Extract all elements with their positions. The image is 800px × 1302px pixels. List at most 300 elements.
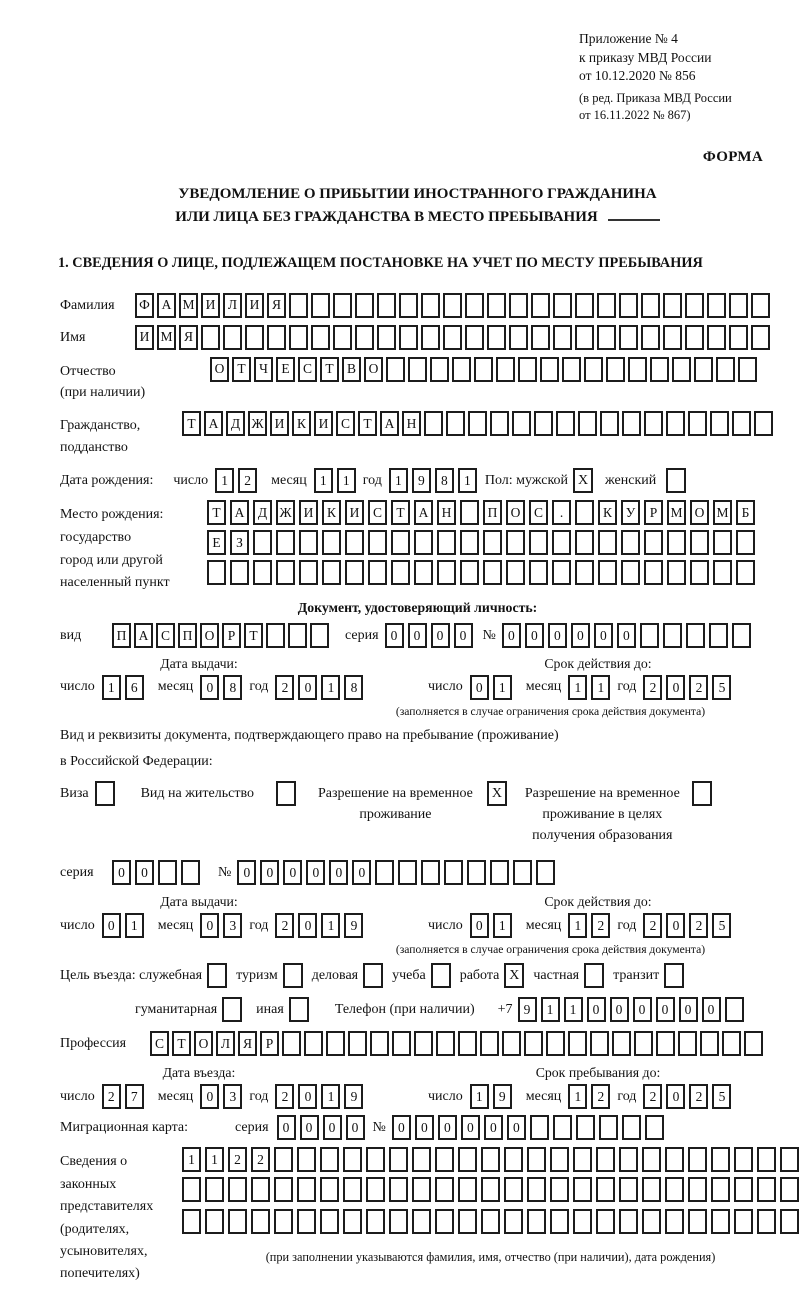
form-cell[interactable] [598, 560, 617, 585]
form-cell[interactable] [688, 1209, 707, 1234]
form-cell[interactable]: 2 [643, 913, 662, 938]
form-cell[interactable]: 0 [385, 623, 404, 648]
form-cell[interactable]: П [112, 623, 131, 648]
form-cell[interactable]: М [179, 293, 198, 318]
form-cell[interactable] [421, 325, 440, 350]
form-cell[interactable]: Е [207, 530, 226, 555]
form-cell[interactable] [480, 1031, 499, 1056]
form-cell[interactable] [322, 560, 341, 585]
form-cell[interactable] [619, 293, 638, 318]
form-cell[interactable] [386, 357, 405, 382]
form-cell[interactable] [251, 1177, 270, 1202]
form-cell[interactable] [506, 560, 525, 585]
form-cell[interactable]: Р [260, 1031, 279, 1056]
purpose-tourism-checkbox[interactable] [283, 963, 303, 988]
form-cell[interactable]: А [134, 623, 153, 648]
form-cell[interactable] [754, 411, 773, 436]
form-cell[interactable]: С [368, 500, 387, 525]
form-cell[interactable]: О [200, 623, 219, 648]
form-cell[interactable] [181, 860, 200, 885]
form-cell[interactable] [690, 530, 709, 555]
form-cell[interactable] [288, 623, 307, 648]
form-cell[interactable]: Н [437, 500, 456, 525]
form-cell[interactable] [412, 1209, 431, 1234]
form-cell[interactable] [443, 325, 462, 350]
form-cell[interactable] [780, 1209, 799, 1234]
form-cell[interactable] [158, 860, 177, 885]
form-cell[interactable] [590, 1031, 609, 1056]
form-cell[interactable]: 0 [283, 860, 302, 885]
form-cell[interactable] [641, 325, 660, 350]
form-cell[interactable] [667, 560, 686, 585]
form-cell[interactable]: О [210, 357, 229, 382]
form-cell[interactable] [506, 530, 525, 555]
form-cell[interactable] [707, 293, 726, 318]
form-cell[interactable]: 0 [200, 913, 219, 938]
form-cell[interactable] [550, 1209, 569, 1234]
form-cell[interactable]: 2 [591, 1084, 610, 1109]
form-cell[interactable] [656, 1031, 675, 1056]
form-cell[interactable] [274, 1209, 293, 1234]
form-cell[interactable] [667, 530, 686, 555]
form-cell[interactable] [253, 560, 272, 585]
form-cell[interactable]: Р [644, 500, 663, 525]
form-cell[interactable] [531, 325, 550, 350]
form-cell[interactable]: 2 [591, 913, 610, 938]
form-cell[interactable]: Я [267, 293, 286, 318]
form-cell[interactable]: 0 [470, 675, 489, 700]
form-cell[interactable] [228, 1209, 247, 1234]
form-cell[interactable] [640, 623, 659, 648]
form-cell[interactable]: 1 [458, 468, 477, 493]
form-cell[interactable]: Я [238, 1031, 257, 1056]
form-cell[interactable]: Т [358, 411, 377, 436]
form-cell[interactable]: С [156, 623, 175, 648]
form-cell[interactable] [490, 411, 509, 436]
form-cell[interactable] [711, 1177, 730, 1202]
form-cell[interactable] [529, 530, 548, 555]
form-cell[interactable] [711, 1147, 730, 1172]
form-cell[interactable] [504, 1147, 523, 1172]
form-cell[interactable] [446, 411, 465, 436]
form-cell[interactable] [678, 1031, 697, 1056]
form-cell[interactable] [467, 860, 486, 885]
form-cell[interactable]: 8 [344, 675, 363, 700]
form-cell[interactable]: 0 [298, 913, 317, 938]
form-cell[interactable] [460, 500, 479, 525]
form-cell[interactable] [474, 357, 493, 382]
form-cell[interactable] [716, 357, 735, 382]
form-cell[interactable] [276, 560, 295, 585]
form-cell[interactable]: 1 [568, 1084, 587, 1109]
form-cell[interactable]: О [690, 500, 709, 525]
form-cell[interactable] [504, 1177, 523, 1202]
form-cell[interactable]: С [336, 411, 355, 436]
form-cell[interactable] [366, 1147, 385, 1172]
form-cell[interactable] [650, 357, 669, 382]
form-cell[interactable]: 0 [102, 913, 121, 938]
form-cell[interactable]: Т [182, 411, 201, 436]
form-cell[interactable] [343, 1209, 362, 1234]
form-cell[interactable] [550, 1147, 569, 1172]
form-cell[interactable] [412, 1177, 431, 1202]
form-cell[interactable]: 0 [135, 860, 154, 885]
form-cell[interactable]: С [529, 500, 548, 525]
form-cell[interactable] [444, 860, 463, 885]
form-cell[interactable] [553, 293, 572, 318]
form-cell[interactable] [205, 1209, 224, 1234]
form-cell[interactable] [414, 1031, 433, 1056]
form-cell[interactable] [531, 293, 550, 318]
form-cell[interactable] [700, 1031, 719, 1056]
form-cell[interactable]: 2 [238, 468, 257, 493]
form-cell[interactable] [245, 325, 264, 350]
form-cell[interactable] [375, 860, 394, 885]
form-cell[interactable]: 0 [702, 997, 721, 1022]
form-cell[interactable] [553, 325, 572, 350]
residence-permit-checkbox[interactable] [276, 781, 296, 806]
form-cell[interactable]: О [194, 1031, 213, 1056]
form-cell[interactable]: 1 [568, 913, 587, 938]
form-cell[interactable] [663, 325, 682, 350]
form-cell[interactable]: 8 [223, 675, 242, 700]
form-cell[interactable] [389, 1147, 408, 1172]
form-cell[interactable]: 0 [408, 623, 427, 648]
form-cell[interactable] [201, 325, 220, 350]
form-cell[interactable] [276, 530, 295, 555]
form-cell[interactable] [398, 860, 417, 885]
form-cell[interactable] [355, 325, 374, 350]
form-cell[interactable]: 0 [323, 1115, 342, 1140]
form-cell[interactable] [487, 325, 506, 350]
form-cell[interactable]: М [667, 500, 686, 525]
form-cell[interactable] [366, 1209, 385, 1234]
form-cell[interactable] [289, 293, 308, 318]
form-cell[interactable]: И [201, 293, 220, 318]
form-cell[interactable]: 2 [251, 1147, 270, 1172]
form-cell[interactable] [732, 623, 751, 648]
form-cell[interactable] [619, 1177, 638, 1202]
form-cell[interactable] [266, 623, 285, 648]
form-cell[interactable]: 5 [712, 913, 731, 938]
form-cell[interactable] [688, 411, 707, 436]
form-cell[interactable] [458, 1177, 477, 1202]
form-cell[interactable] [304, 1031, 323, 1056]
form-cell[interactable] [311, 325, 330, 350]
form-cell[interactable] [490, 860, 509, 885]
form-cell[interactable] [223, 325, 242, 350]
form-cell[interactable] [663, 623, 682, 648]
form-cell[interactable]: Ф [135, 293, 154, 318]
form-cell[interactable] [297, 1177, 316, 1202]
form-cell[interactable] [389, 1209, 408, 1234]
form-cell[interactable] [540, 357, 559, 382]
form-cell[interactable] [621, 530, 640, 555]
form-cell[interactable] [573, 1177, 592, 1202]
form-cell[interactable] [534, 411, 553, 436]
form-cell[interactable]: А [204, 411, 223, 436]
form-cell[interactable] [622, 1115, 641, 1140]
form-cell[interactable] [621, 560, 640, 585]
form-cell[interactable]: 2 [689, 675, 708, 700]
form-cell[interactable] [205, 1177, 224, 1202]
form-cell[interactable] [573, 1209, 592, 1234]
form-cell[interactable] [182, 1177, 201, 1202]
form-cell[interactable] [598, 530, 617, 555]
form-cell[interactable]: Т [244, 623, 263, 648]
form-cell[interactable]: 1 [591, 675, 610, 700]
form-cell[interactable] [355, 293, 374, 318]
form-cell[interactable]: Е [276, 357, 295, 382]
form-cell[interactable] [512, 411, 531, 436]
form-cell[interactable]: 0 [666, 1084, 685, 1109]
form-cell[interactable]: М [157, 325, 176, 350]
form-cell[interactable] [345, 530, 364, 555]
form-cell[interactable]: Т [320, 357, 339, 382]
form-cell[interactable] [644, 411, 663, 436]
form-cell[interactable] [483, 530, 502, 555]
form-cell[interactable] [435, 1209, 454, 1234]
form-cell[interactable]: 0 [454, 623, 473, 648]
form-cell[interactable] [399, 293, 418, 318]
form-cell[interactable] [437, 560, 456, 585]
form-cell[interactable] [556, 411, 575, 436]
form-cell[interactable] [481, 1177, 500, 1202]
form-cell[interactable] [297, 1209, 316, 1234]
form-cell[interactable] [527, 1147, 546, 1172]
form-cell[interactable] [578, 411, 597, 436]
form-cell[interactable] [460, 530, 479, 555]
form-cell[interactable] [289, 325, 308, 350]
form-cell[interactable] [366, 1177, 385, 1202]
form-cell[interactable] [207, 560, 226, 585]
form-cell[interactable] [320, 1147, 339, 1172]
form-cell[interactable]: 0 [594, 623, 613, 648]
form-cell[interactable] [780, 1177, 799, 1202]
form-cell[interactable]: 0 [200, 1084, 219, 1109]
form-cell[interactable] [606, 357, 625, 382]
form-cell[interactable]: А [414, 500, 433, 525]
form-cell[interactable] [424, 411, 443, 436]
form-cell[interactable] [251, 1209, 270, 1234]
form-cell[interactable] [576, 1115, 595, 1140]
form-cell[interactable] [458, 1209, 477, 1234]
form-cell[interactable]: 1 [102, 675, 121, 700]
form-cell[interactable] [729, 325, 748, 350]
form-cell[interactable]: Н [402, 411, 421, 436]
form-cell[interactable]: 0 [346, 1115, 365, 1140]
form-cell[interactable] [391, 560, 410, 585]
form-cell[interactable] [552, 530, 571, 555]
form-cell[interactable] [421, 293, 440, 318]
form-cell[interactable] [452, 357, 471, 382]
form-cell[interactable]: А [380, 411, 399, 436]
form-cell[interactable] [744, 1031, 763, 1056]
form-cell[interactable] [686, 623, 705, 648]
form-cell[interactable] [414, 530, 433, 555]
form-cell[interactable] [399, 325, 418, 350]
form-cell[interactable] [665, 1209, 684, 1234]
form-cell[interactable] [458, 1031, 477, 1056]
form-cell[interactable] [599, 1115, 618, 1140]
form-cell[interactable] [757, 1147, 776, 1172]
form-cell[interactable]: И [314, 411, 333, 436]
form-cell[interactable] [644, 560, 663, 585]
form-cell[interactable]: 9 [518, 997, 537, 1022]
form-cell[interactable]: 2 [689, 913, 708, 938]
form-cell[interactable]: У [621, 500, 640, 525]
form-cell[interactable]: 2 [643, 1084, 662, 1109]
form-cell[interactable] [596, 1209, 615, 1234]
form-cell[interactable] [460, 560, 479, 585]
purpose-work-checkbox[interactable]: X [504, 963, 524, 988]
form-cell[interactable] [333, 325, 352, 350]
temp-residence-checkbox[interactable]: X [487, 781, 507, 806]
form-cell[interactable]: 9 [493, 1084, 512, 1109]
form-cell[interactable]: 2 [275, 913, 294, 938]
form-cell[interactable]: 2 [102, 1084, 121, 1109]
form-cell[interactable] [619, 1147, 638, 1172]
form-cell[interactable]: 0 [329, 860, 348, 885]
form-cell[interactable]: И [245, 293, 264, 318]
visa-checkbox[interactable] [95, 781, 115, 806]
form-cell[interactable] [688, 1147, 707, 1172]
form-cell[interactable]: 0 [277, 1115, 296, 1140]
sex-male-checkbox[interactable]: X [573, 468, 593, 493]
form-cell[interactable] [377, 293, 396, 318]
form-cell[interactable] [562, 357, 581, 382]
form-cell[interactable] [435, 1177, 454, 1202]
form-cell[interactable]: 8 [435, 468, 454, 493]
form-cell[interactable] [343, 1177, 362, 1202]
form-cell[interactable] [751, 325, 770, 350]
form-cell[interactable]: 1 [541, 997, 560, 1022]
form-cell[interactable] [230, 560, 249, 585]
form-cell[interactable]: Т [207, 500, 226, 525]
form-cell[interactable]: 0 [392, 1115, 411, 1140]
form-cell[interactable] [377, 325, 396, 350]
form-cell[interactable]: К [322, 500, 341, 525]
form-cell[interactable]: 7 [125, 1084, 144, 1109]
form-cell[interactable] [513, 860, 532, 885]
form-cell[interactable]: 1 [389, 468, 408, 493]
form-cell[interactable] [734, 1209, 753, 1234]
form-cell[interactable] [757, 1209, 776, 1234]
form-cell[interactable] [391, 530, 410, 555]
form-cell[interactable] [688, 1177, 707, 1202]
form-cell[interactable]: 2 [228, 1147, 247, 1172]
form-cell[interactable]: 9 [344, 913, 363, 938]
form-cell[interactable]: 1 [182, 1147, 201, 1172]
purpose-official-checkbox[interactable] [207, 963, 227, 988]
form-cell[interactable]: 2 [275, 675, 294, 700]
form-cell[interactable] [711, 1209, 730, 1234]
form-cell[interactable] [524, 1031, 543, 1056]
form-cell[interactable] [732, 411, 751, 436]
form-cell[interactable] [412, 1147, 431, 1172]
form-cell[interactable] [267, 325, 286, 350]
form-cell[interactable]: Я [179, 325, 198, 350]
form-cell[interactable] [348, 1031, 367, 1056]
form-cell[interactable] [584, 357, 603, 382]
form-cell[interactable] [550, 1177, 569, 1202]
form-cell[interactable] [734, 1177, 753, 1202]
form-cell[interactable]: Д [253, 500, 272, 525]
form-cell[interactable] [713, 530, 732, 555]
form-cell[interactable] [690, 560, 709, 585]
form-cell[interactable] [483, 560, 502, 585]
form-cell[interactable]: 0 [306, 860, 325, 885]
form-cell[interactable] [729, 293, 748, 318]
form-cell[interactable] [736, 530, 755, 555]
form-cell[interactable] [468, 411, 487, 436]
form-cell[interactable] [333, 293, 352, 318]
form-cell[interactable] [343, 1147, 362, 1172]
form-cell[interactable]: 1 [493, 913, 512, 938]
form-cell[interactable] [575, 325, 594, 350]
form-cell[interactable]: В [342, 357, 361, 382]
form-cell[interactable]: 1 [321, 1084, 340, 1109]
form-cell[interactable]: . [552, 500, 571, 525]
form-cell[interactable] [738, 357, 757, 382]
form-cell[interactable]: 2 [275, 1084, 294, 1109]
form-cell[interactable] [644, 530, 663, 555]
form-cell[interactable] [326, 1031, 345, 1056]
form-cell[interactable] [685, 325, 704, 350]
form-cell[interactable] [641, 293, 660, 318]
form-cell[interactable]: 0 [431, 623, 450, 648]
form-cell[interactable] [713, 560, 732, 585]
form-cell[interactable]: Л [223, 293, 242, 318]
form-cell[interactable]: 0 [666, 913, 685, 938]
form-cell[interactable]: 1 [215, 468, 234, 493]
form-cell[interactable] [182, 1209, 201, 1234]
form-cell[interactable] [465, 325, 484, 350]
form-cell[interactable] [509, 293, 528, 318]
form-cell[interactable] [552, 560, 571, 585]
form-cell[interactable]: 0 [438, 1115, 457, 1140]
form-cell[interactable]: 1 [337, 468, 356, 493]
form-cell[interactable]: К [598, 500, 617, 525]
form-cell[interactable]: 0 [112, 860, 131, 885]
form-cell[interactable] [642, 1209, 661, 1234]
form-cell[interactable] [619, 325, 638, 350]
form-cell[interactable]: 6 [125, 675, 144, 700]
form-cell[interactable]: 1 [493, 675, 512, 700]
form-cell[interactable] [430, 357, 449, 382]
form-cell[interactable]: 0 [461, 1115, 480, 1140]
form-cell[interactable]: А [230, 500, 249, 525]
form-cell[interactable] [437, 530, 456, 555]
form-cell[interactable]: 0 [679, 997, 698, 1022]
form-cell[interactable]: 2 [689, 1084, 708, 1109]
form-cell[interactable]: 0 [617, 623, 636, 648]
form-cell[interactable] [322, 530, 341, 555]
form-cell[interactable] [496, 357, 515, 382]
form-cell[interactable] [392, 1031, 411, 1056]
form-cell[interactable]: П [483, 500, 502, 525]
form-cell[interactable] [311, 293, 330, 318]
form-cell[interactable]: 0 [633, 997, 652, 1022]
form-cell[interactable]: 3 [223, 913, 242, 938]
form-cell[interactable] [345, 560, 364, 585]
form-cell[interactable]: 1 [321, 913, 340, 938]
form-cell[interactable]: И [299, 500, 318, 525]
form-cell[interactable]: 0 [656, 997, 675, 1022]
form-cell[interactable] [509, 325, 528, 350]
form-cell[interactable] [518, 357, 537, 382]
form-cell[interactable] [575, 500, 594, 525]
